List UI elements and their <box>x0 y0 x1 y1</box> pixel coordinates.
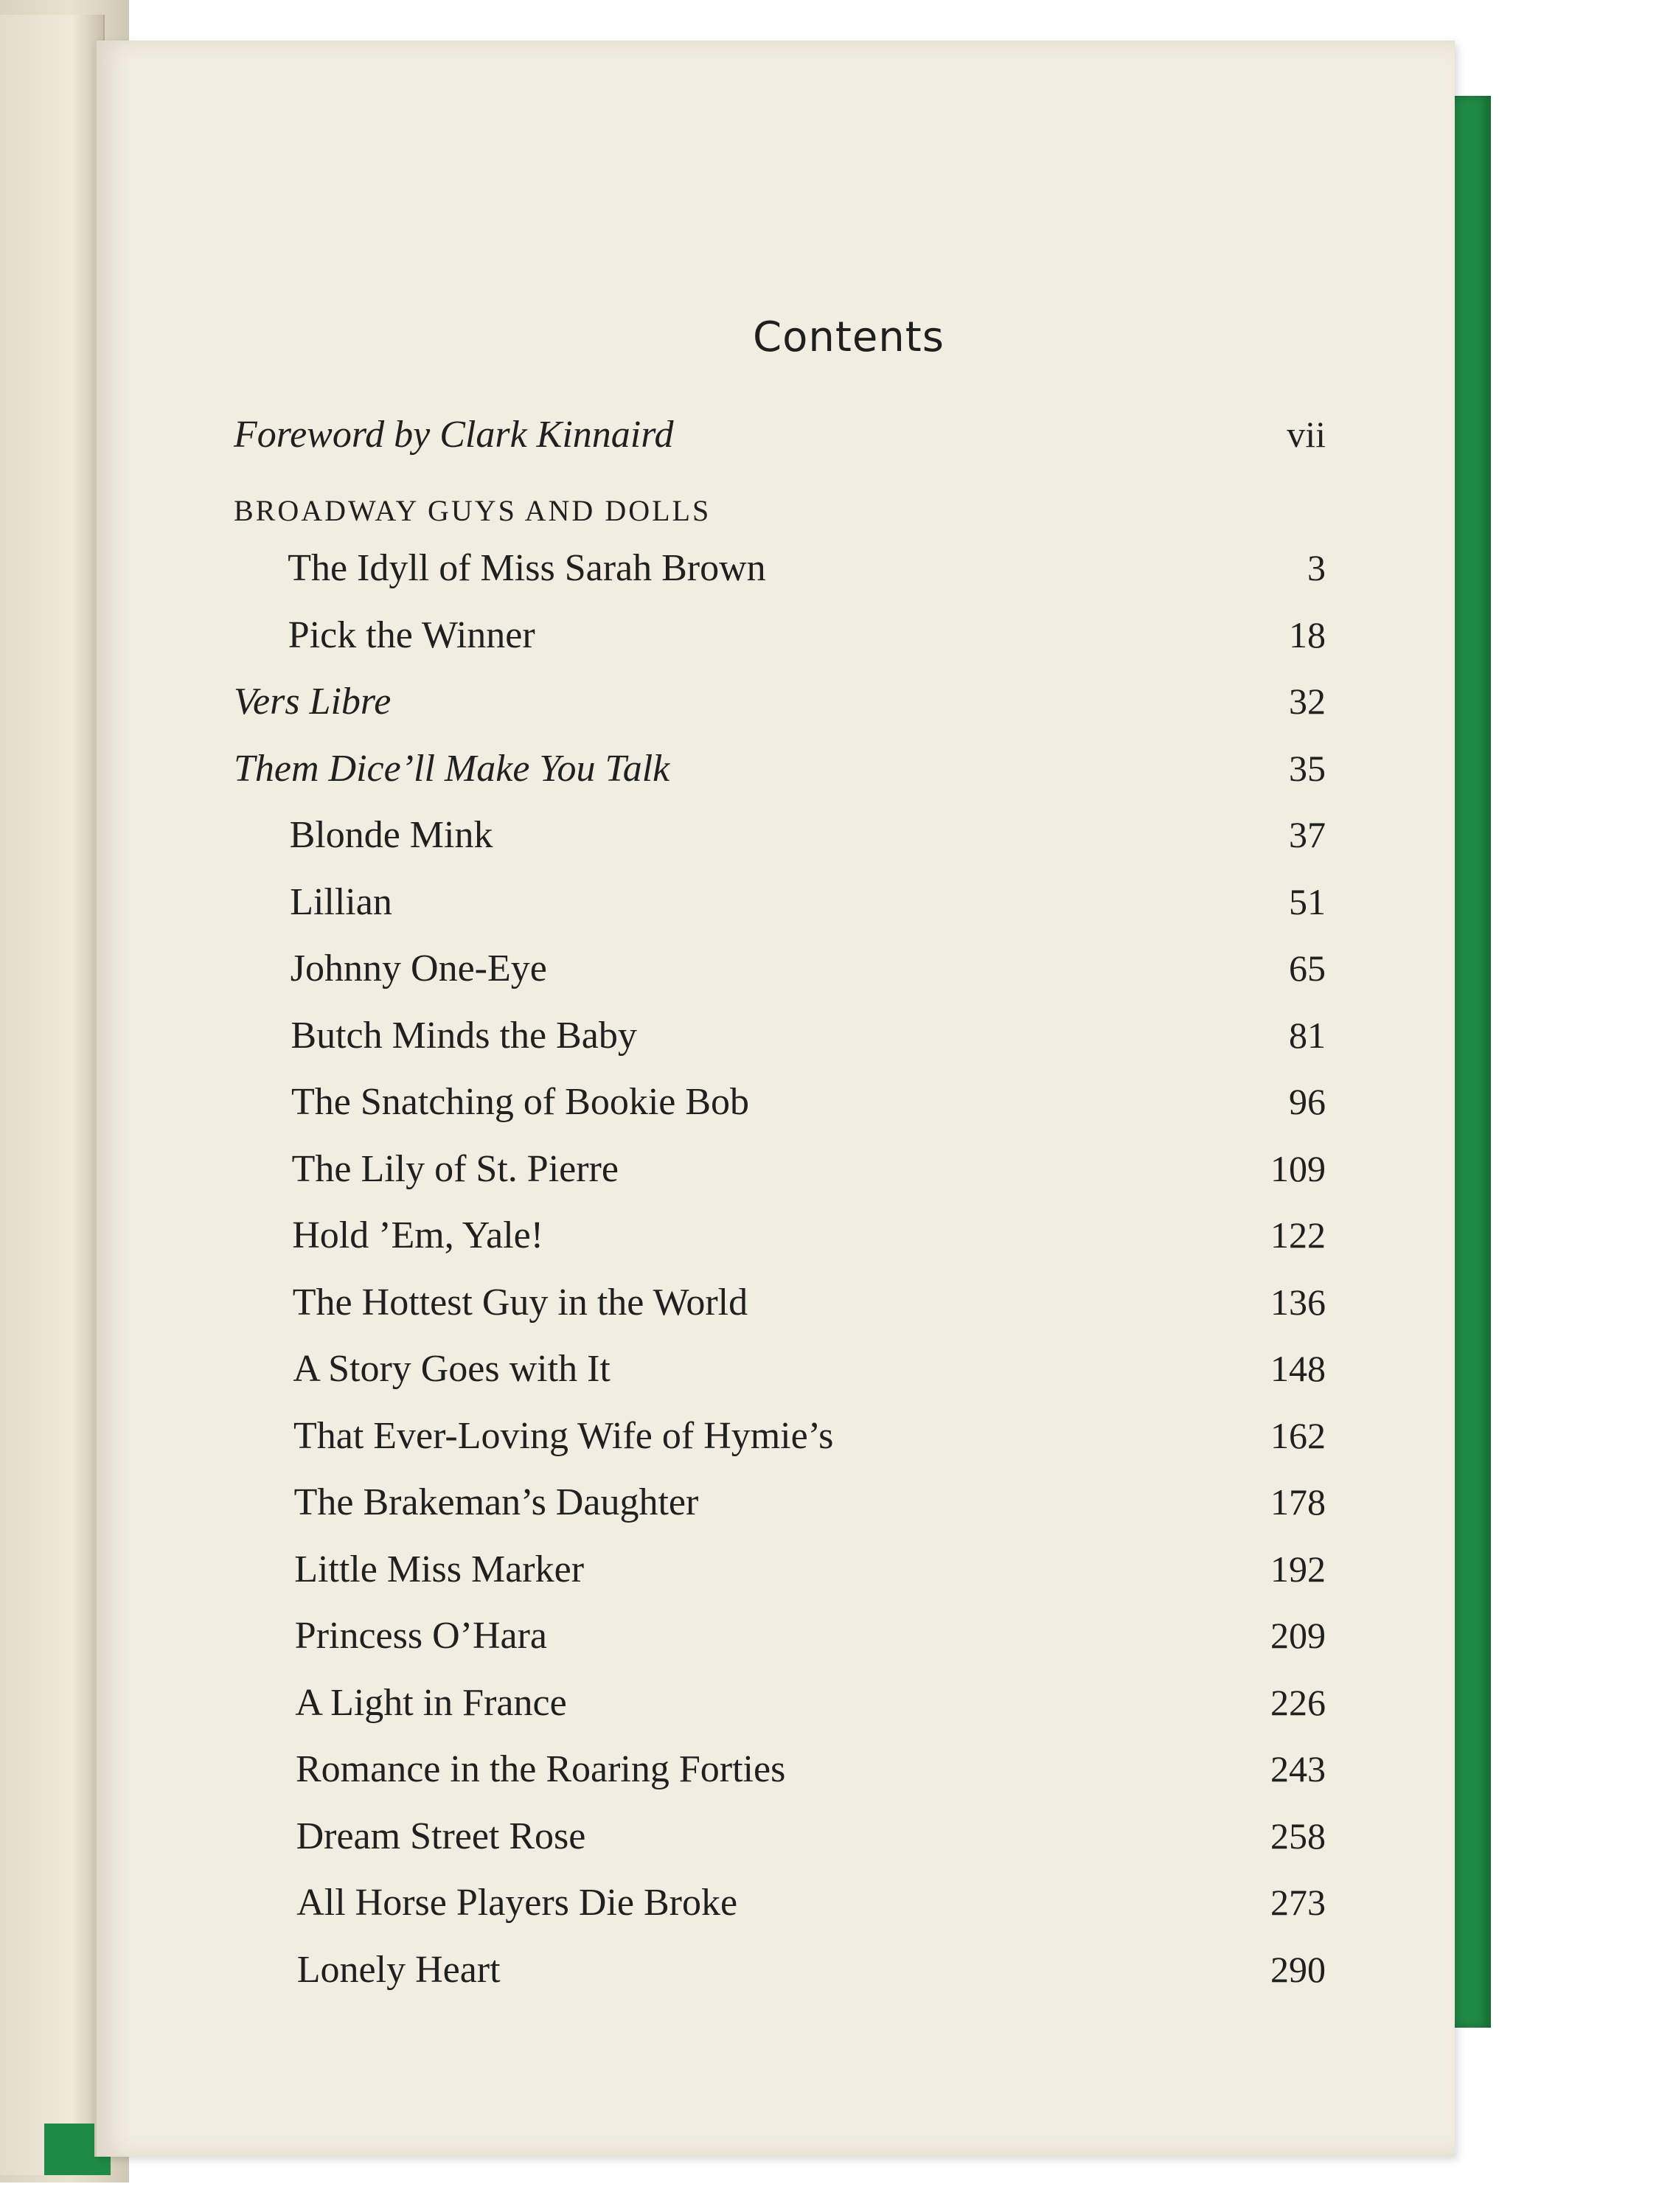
toc-entry <box>97 480 1455 539</box>
toc-page-number: 3 <box>1307 547 1326 588</box>
toc-page-number: 162 <box>1270 1414 1326 1456</box>
toc-entry <box>97 1080 1455 1139</box>
toc-page-number: 37 <box>1289 814 1326 855</box>
toc-entry-title: Dream Street Rose <box>296 1815 586 1857</box>
toc-entry <box>97 1681 1455 1740</box>
toc-entry <box>97 1815 1455 1874</box>
toc-page-number: vii <box>1287 414 1326 455</box>
toc-entry <box>97 1147 1455 1206</box>
toc-entry-title: Princess O’Hara <box>294 1615 548 1657</box>
toc-entry-title: The Hottest Guy in the World <box>292 1281 748 1324</box>
toc-entry <box>97 1414 1455 1473</box>
toc-entry <box>97 1481 1455 1540</box>
toc-entry <box>97 613 1455 672</box>
toc-page-number: 32 <box>1289 681 1326 722</box>
toc-entry-title: Them Dice’ll Make You Talk <box>234 747 670 790</box>
toc-entry <box>97 747 1455 806</box>
toc-entry-title: The Idyll of Miss Sarah Brown <box>288 547 766 589</box>
toc-page-number: 81 <box>1289 1014 1326 1056</box>
toc-entry-title: Blonde Mink <box>289 814 493 856</box>
toc-page-number: 35 <box>1289 747 1326 789</box>
toc-entry <box>97 1948 1455 2007</box>
toc-page-number: 226 <box>1270 1681 1326 1723</box>
toc-entry-title: All Horse Players Die Broke <box>296 1882 738 1924</box>
toc-entry <box>97 1614 1455 1673</box>
page-title: Contents <box>753 313 945 361</box>
toc-entry-title: Romance in the Roaring Forties <box>296 1748 786 1790</box>
toc-entry-title: Johnny One-Eye <box>290 947 547 990</box>
toc-entry-title: A Light in France <box>295 1681 567 1724</box>
toc-entry <box>97 1014 1455 1073</box>
toc-entry <box>97 947 1455 1006</box>
toc-entry-title: Lillian <box>290 880 392 923</box>
toc-page-number: 18 <box>1289 613 1326 655</box>
toc-entry <box>97 1347 1455 1406</box>
toc-entry <box>97 880 1455 939</box>
toc-entry <box>97 813 1455 872</box>
toc-entry-title: The Brakeman’s Daughter <box>293 1481 699 1523</box>
toc-entry-title: Pick the Winner <box>288 613 535 656</box>
toc-page-number: 65 <box>1289 947 1326 989</box>
toc-entry-title: That Ever-Loving Wife of Hymie’s <box>293 1414 834 1457</box>
toc-page-number: 148 <box>1270 1348 1326 1389</box>
toc-entry <box>97 1747 1455 1806</box>
contents-page <box>94 41 1455 2157</box>
toc-entry-title: Foreword by Clark Kinnaird <box>234 414 674 456</box>
toc-page-number: 122 <box>1270 1214 1326 1256</box>
toc-entry-title: Vers Libre <box>234 681 392 723</box>
toc-entry <box>97 1548 1455 1607</box>
toc-page-number: 178 <box>1270 1481 1326 1523</box>
toc-page-number: 109 <box>1270 1147 1326 1189</box>
toc-page-number: 209 <box>1270 1615 1326 1656</box>
toc-page-number: 273 <box>1270 1882 1326 1923</box>
toc-page-number: 96 <box>1289 1081 1326 1122</box>
toc-entry <box>97 1881 1455 1940</box>
toc-page-number: 290 <box>1270 1948 1326 1990</box>
toc-entry <box>97 1281 1455 1340</box>
toc-entry-title: Butch Minds the Baby <box>291 1014 637 1057</box>
left-page-edge <box>0 15 105 2175</box>
toc-entry <box>97 413 1455 472</box>
toc-entry <box>97 1214 1455 1273</box>
toc-page-number: 51 <box>1289 880 1326 922</box>
toc-entry-title: The Snatching of Bookie Bob <box>291 1081 750 1123</box>
toc-entry <box>97 546 1455 605</box>
toc-entry-title: Little Miss Marker <box>294 1548 585 1590</box>
toc-entry-title: A Story Goes with It <box>293 1348 611 1390</box>
toc-page-number: 258 <box>1270 1815 1326 1857</box>
toc-entry <box>97 680 1455 739</box>
toc-entry-title: Hold ’Em, Yale! <box>292 1214 544 1256</box>
toc-page-number: 243 <box>1270 1748 1326 1790</box>
toc-page-number: 192 <box>1270 1548 1326 1590</box>
toc-entry-title: Lonely Heart <box>296 1948 501 1991</box>
toc-entry-title: The Lily of St. Pierre <box>291 1147 619 1190</box>
toc-page-number: 136 <box>1270 1281 1326 1323</box>
toc-section-heading: BROADWAY GUYS AND DOLLS <box>234 493 712 527</box>
